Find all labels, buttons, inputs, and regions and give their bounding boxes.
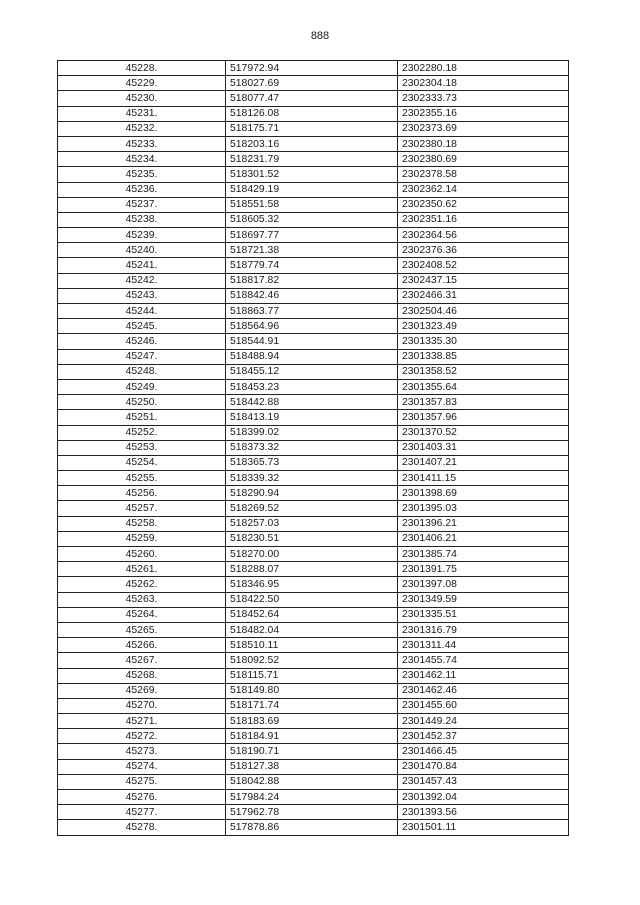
table-row bbox=[58, 379, 569, 394]
y-coordinate-cell: 2301385.74 bbox=[398, 547, 569, 562]
point-number-cell: 45230. bbox=[58, 91, 226, 106]
table-row bbox=[58, 592, 569, 607]
table-row bbox=[58, 106, 569, 121]
point-number-cell: 45243. bbox=[58, 288, 226, 303]
x-coordinate-cell: 518175.71 bbox=[226, 121, 398, 136]
y-coordinate-cell: 2302364.56 bbox=[398, 228, 569, 243]
table-row bbox=[58, 152, 569, 167]
y-coordinate-cell: 2301393.56 bbox=[398, 805, 569, 820]
point-number-cell: 45237. bbox=[58, 197, 226, 212]
x-coordinate-cell: 518127.38 bbox=[226, 759, 398, 774]
y-coordinate-cell: 2302504.46 bbox=[398, 304, 569, 319]
x-coordinate-cell: 518779.74 bbox=[226, 258, 398, 273]
y-coordinate-cell: 2301311.44 bbox=[398, 638, 569, 653]
x-coordinate-cell: 518230.51 bbox=[226, 531, 398, 546]
table-row bbox=[58, 319, 569, 334]
point-number-cell: 45270. bbox=[58, 698, 226, 713]
x-coordinate-cell: 518203.16 bbox=[226, 136, 398, 151]
point-number-cell: 45233. bbox=[58, 136, 226, 151]
x-coordinate-cell: 518564.96 bbox=[226, 319, 398, 334]
x-coordinate-cell: 518721.38 bbox=[226, 243, 398, 258]
point-number-cell: 45242. bbox=[58, 273, 226, 288]
x-coordinate-cell: 518605.32 bbox=[226, 212, 398, 227]
y-coordinate-cell: 2301392.04 bbox=[398, 790, 569, 805]
x-coordinate-cell: 518149.80 bbox=[226, 683, 398, 698]
x-coordinate-cell: 518452.64 bbox=[226, 607, 398, 622]
point-number-cell: 45262. bbox=[58, 577, 226, 592]
point-number-cell: 45272. bbox=[58, 729, 226, 744]
x-coordinate-cell: 518365.73 bbox=[226, 455, 398, 470]
point-number-cell: 45235. bbox=[58, 167, 226, 182]
point-number-cell: 45236. bbox=[58, 182, 226, 197]
y-coordinate-cell: 2301397.08 bbox=[398, 577, 569, 592]
y-coordinate-cell: 2301349.59 bbox=[398, 592, 569, 607]
x-coordinate-cell: 517984.24 bbox=[226, 790, 398, 805]
point-number-cell: 45268. bbox=[58, 668, 226, 683]
x-coordinate-cell: 518842.46 bbox=[226, 288, 398, 303]
table-row bbox=[58, 638, 569, 653]
y-coordinate-cell: 2301452.37 bbox=[398, 729, 569, 744]
table-row bbox=[58, 76, 569, 91]
y-coordinate-cell: 2301358.52 bbox=[398, 364, 569, 379]
x-coordinate-cell: 518270.00 bbox=[226, 547, 398, 562]
page-number: 888 bbox=[310, 30, 330, 42]
x-coordinate-cell: 518422.50 bbox=[226, 592, 398, 607]
point-number-cell: 45267. bbox=[58, 653, 226, 668]
table-row bbox=[58, 258, 569, 273]
y-coordinate-cell: 2301407.21 bbox=[398, 455, 569, 470]
y-coordinate-cell: 2301316.79 bbox=[398, 622, 569, 637]
point-number-cell: 45239. bbox=[58, 228, 226, 243]
x-coordinate-cell: 518126.08 bbox=[226, 106, 398, 121]
y-coordinate-cell: 2301406.21 bbox=[398, 531, 569, 546]
table-row bbox=[58, 683, 569, 698]
point-number-cell: 45257. bbox=[58, 501, 226, 516]
x-coordinate-cell: 518171.74 bbox=[226, 698, 398, 713]
point-number-cell: 45238. bbox=[58, 212, 226, 227]
y-coordinate-cell: 2301462.46 bbox=[398, 683, 569, 698]
point-number-cell: 45274. bbox=[58, 759, 226, 774]
x-coordinate-cell: 518817.82 bbox=[226, 273, 398, 288]
x-coordinate-cell: 518231.79 bbox=[226, 152, 398, 167]
y-coordinate-cell: 2301398.69 bbox=[398, 486, 569, 501]
point-number-cell: 45278. bbox=[58, 820, 226, 835]
y-coordinate-cell: 2301470.84 bbox=[398, 759, 569, 774]
point-number-cell: 45251. bbox=[58, 410, 226, 425]
x-coordinate-cell: 518442.88 bbox=[226, 395, 398, 410]
table-row bbox=[58, 349, 569, 364]
y-coordinate-cell: 2302408.52 bbox=[398, 258, 569, 273]
y-coordinate-cell: 2302355.16 bbox=[398, 106, 569, 121]
y-coordinate-cell: 2301501.11 bbox=[398, 820, 569, 835]
x-coordinate-cell: 518115.71 bbox=[226, 668, 398, 683]
x-coordinate-cell: 517972.94 bbox=[226, 61, 398, 76]
point-number-cell: 45263. bbox=[58, 592, 226, 607]
x-coordinate-cell: 518544.91 bbox=[226, 334, 398, 349]
table-row bbox=[58, 61, 569, 76]
x-coordinate-cell: 518042.88 bbox=[226, 774, 398, 789]
y-coordinate-cell: 2302380.69 bbox=[398, 152, 569, 167]
point-number-cell: 45264. bbox=[58, 607, 226, 622]
point-number-cell: 45258. bbox=[58, 516, 226, 531]
y-coordinate-cell: 2302373.69 bbox=[398, 121, 569, 136]
point-number-cell: 45266. bbox=[58, 638, 226, 653]
point-number-cell: 45260. bbox=[58, 547, 226, 562]
table-row bbox=[58, 182, 569, 197]
point-number-cell: 45255. bbox=[58, 471, 226, 486]
table-row bbox=[58, 516, 569, 531]
table-row bbox=[58, 410, 569, 425]
x-coordinate-cell: 518697.77 bbox=[226, 228, 398, 243]
x-coordinate-cell: 518077.47 bbox=[226, 91, 398, 106]
table-row bbox=[58, 273, 569, 288]
y-coordinate-cell: 2301355.64 bbox=[398, 379, 569, 394]
table-row bbox=[58, 121, 569, 136]
point-number-cell: 45276. bbox=[58, 790, 226, 805]
y-coordinate-cell: 2302362.14 bbox=[398, 182, 569, 197]
y-coordinate-cell: 2301462.11 bbox=[398, 668, 569, 683]
point-number-cell: 45252. bbox=[58, 425, 226, 440]
y-coordinate-cell: 2301455.60 bbox=[398, 698, 569, 713]
table-row bbox=[58, 471, 569, 486]
y-coordinate-cell: 2301391.75 bbox=[398, 562, 569, 577]
x-coordinate-cell: 518290.94 bbox=[226, 486, 398, 501]
x-coordinate-cell: 517878.86 bbox=[226, 820, 398, 835]
table-row bbox=[58, 547, 569, 562]
point-number-cell: 45241. bbox=[58, 258, 226, 273]
x-coordinate-cell: 518269.52 bbox=[226, 501, 398, 516]
point-number-cell: 45247. bbox=[58, 349, 226, 364]
table-row bbox=[58, 364, 569, 379]
point-number-cell: 45232. bbox=[58, 121, 226, 136]
coordinates-table-body bbox=[58, 61, 569, 836]
y-coordinate-cell: 2301370.52 bbox=[398, 425, 569, 440]
table-row bbox=[58, 622, 569, 637]
table-row bbox=[58, 698, 569, 713]
y-coordinate-cell: 2301396.21 bbox=[398, 516, 569, 531]
table-row bbox=[58, 668, 569, 683]
table-row bbox=[58, 562, 569, 577]
x-coordinate-cell: 518301.52 bbox=[226, 167, 398, 182]
x-coordinate-cell: 518190.71 bbox=[226, 744, 398, 759]
point-number-cell: 45246. bbox=[58, 334, 226, 349]
y-coordinate-cell: 2302378.58 bbox=[398, 167, 569, 182]
y-coordinate-cell: 2302376.36 bbox=[398, 243, 569, 258]
x-coordinate-cell: 518413.19 bbox=[226, 410, 398, 425]
x-coordinate-cell: 518184.91 bbox=[226, 729, 398, 744]
point-number-cell: 45231. bbox=[58, 106, 226, 121]
table-row bbox=[58, 440, 569, 455]
table-row bbox=[58, 744, 569, 759]
point-number-cell: 45261. bbox=[58, 562, 226, 577]
coordinates-table bbox=[57, 60, 569, 836]
table-row bbox=[58, 774, 569, 789]
x-coordinate-cell: 518346.95 bbox=[226, 577, 398, 592]
y-coordinate-cell: 2301455.74 bbox=[398, 653, 569, 668]
x-coordinate-cell: 518257.03 bbox=[226, 516, 398, 531]
point-number-cell: 45245. bbox=[58, 319, 226, 334]
x-coordinate-cell: 518863.77 bbox=[226, 304, 398, 319]
x-coordinate-cell: 518453.23 bbox=[226, 379, 398, 394]
x-coordinate-cell: 518551.58 bbox=[226, 197, 398, 212]
table-row bbox=[58, 455, 569, 470]
table-row bbox=[58, 136, 569, 151]
y-coordinate-cell: 2302466.31 bbox=[398, 288, 569, 303]
point-number-cell: 45271. bbox=[58, 714, 226, 729]
table-row bbox=[58, 91, 569, 106]
point-number-cell: 45234. bbox=[58, 152, 226, 167]
table-row bbox=[58, 653, 569, 668]
point-number-cell: 45254. bbox=[58, 455, 226, 470]
table-row bbox=[58, 167, 569, 182]
table-row bbox=[58, 288, 569, 303]
table-row bbox=[58, 729, 569, 744]
table-row bbox=[58, 334, 569, 349]
y-coordinate-cell: 2302437.15 bbox=[398, 273, 569, 288]
y-coordinate-cell: 2302380.18 bbox=[398, 136, 569, 151]
point-number-cell: 45273. bbox=[58, 744, 226, 759]
x-coordinate-cell: 517962.78 bbox=[226, 805, 398, 820]
y-coordinate-cell: 2302280.18 bbox=[398, 61, 569, 76]
x-coordinate-cell: 518488.94 bbox=[226, 349, 398, 364]
x-coordinate-cell: 518429.19 bbox=[226, 182, 398, 197]
y-coordinate-cell: 2302350.62 bbox=[398, 197, 569, 212]
x-coordinate-cell: 518027.69 bbox=[226, 76, 398, 91]
x-coordinate-cell: 518183.69 bbox=[226, 714, 398, 729]
point-number-cell: 45253. bbox=[58, 440, 226, 455]
y-coordinate-cell: 2301466.45 bbox=[398, 744, 569, 759]
table-row bbox=[58, 714, 569, 729]
point-number-cell: 45265. bbox=[58, 622, 226, 637]
table-row bbox=[58, 501, 569, 516]
point-number-cell: 45275. bbox=[58, 774, 226, 789]
point-number-cell: 45259. bbox=[58, 531, 226, 546]
x-coordinate-cell: 518339.32 bbox=[226, 471, 398, 486]
table-row bbox=[58, 425, 569, 440]
table-row bbox=[58, 304, 569, 319]
point-number-cell: 45249. bbox=[58, 379, 226, 394]
table-row bbox=[58, 486, 569, 501]
y-coordinate-cell: 2301449.24 bbox=[398, 714, 569, 729]
y-coordinate-cell: 2302351.16 bbox=[398, 212, 569, 227]
x-coordinate-cell: 518373.32 bbox=[226, 440, 398, 455]
x-coordinate-cell: 518092.52 bbox=[226, 653, 398, 668]
table-row bbox=[58, 228, 569, 243]
point-number-cell: 45269. bbox=[58, 683, 226, 698]
x-coordinate-cell: 518510.11 bbox=[226, 638, 398, 653]
x-coordinate-cell: 518482.04 bbox=[226, 622, 398, 637]
y-coordinate-cell: 2302333.73 bbox=[398, 91, 569, 106]
table-row bbox=[58, 395, 569, 410]
table-row bbox=[58, 212, 569, 227]
point-number-cell: 45250. bbox=[58, 395, 226, 410]
y-coordinate-cell: 2302304.18 bbox=[398, 76, 569, 91]
y-coordinate-cell: 2301411.15 bbox=[398, 471, 569, 486]
point-number-cell: 45244. bbox=[58, 304, 226, 319]
table-row bbox=[58, 243, 569, 258]
x-coordinate-cell: 518455.12 bbox=[226, 364, 398, 379]
y-coordinate-cell: 2301395.03 bbox=[398, 501, 569, 516]
table-row bbox=[58, 805, 569, 820]
x-coordinate-cell: 518399.02 bbox=[226, 425, 398, 440]
table-row bbox=[58, 759, 569, 774]
y-coordinate-cell: 2301323.49 bbox=[398, 319, 569, 334]
y-coordinate-cell: 2301457.43 bbox=[398, 774, 569, 789]
y-coordinate-cell: 2301357.83 bbox=[398, 395, 569, 410]
x-coordinate-cell: 518288.07 bbox=[226, 562, 398, 577]
table-row bbox=[58, 197, 569, 212]
point-number-cell: 45248. bbox=[58, 364, 226, 379]
y-coordinate-cell: 2301335.51 bbox=[398, 607, 569, 622]
y-coordinate-cell: 2301357.96 bbox=[398, 410, 569, 425]
table-row bbox=[58, 607, 569, 622]
point-number-cell: 45240. bbox=[58, 243, 226, 258]
table-row bbox=[58, 577, 569, 592]
table-row bbox=[58, 531, 569, 546]
table-row bbox=[58, 820, 569, 835]
table-row bbox=[58, 790, 569, 805]
point-number-cell: 45256. bbox=[58, 486, 226, 501]
y-coordinate-cell: 2301403.31 bbox=[398, 440, 569, 455]
point-number-cell: 45228. bbox=[58, 61, 226, 76]
y-coordinate-cell: 2301338.85 bbox=[398, 349, 569, 364]
point-number-cell: 45277. bbox=[58, 805, 226, 820]
point-number-cell: 45229. bbox=[58, 76, 226, 91]
y-coordinate-cell: 2301335.30 bbox=[398, 334, 569, 349]
